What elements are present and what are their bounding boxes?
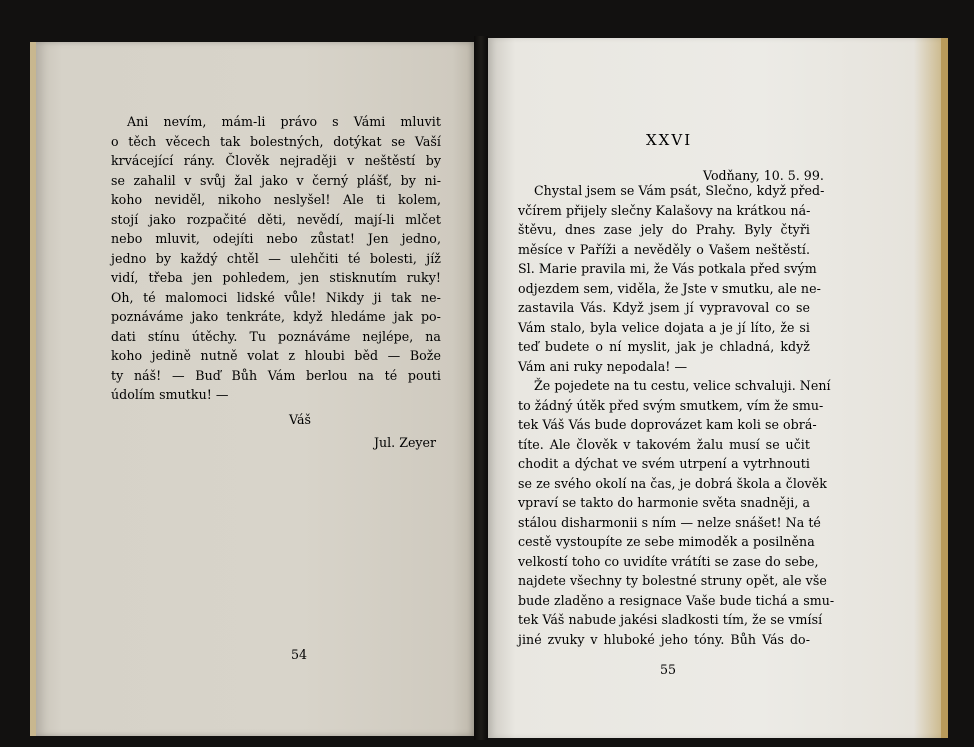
text-line: Že pojedete na tu cestu, velice schvaluji. Není — [534, 378, 831, 393]
letter-author: Jul. Zeyer — [374, 435, 436, 450]
text-line: Vám ani ruky nepodala! — — [518, 358, 688, 374]
page-number-left: 54 — [291, 647, 308, 662]
letter-signoff: Váš — [289, 412, 311, 427]
text-line: se zahalil v svůj žal jako v černý plášť, by ni- — [111, 172, 441, 188]
text-line: velkostí toho co uvidíte vrátíti se zase do sebe, — [518, 553, 819, 569]
text-line: jiné zvuky v hluboké jeho tóny. Bůh Vás do- — [518, 631, 810, 647]
text-line: najdete všechny ty bolestné struny opět, ale vše — [518, 573, 827, 588]
text-line: nebo mluvit, odejíti nebo zůstat! Jen jedno, — [111, 231, 441, 246]
text-line: koho jedině nutně volat z hloubi běd — Bože — [111, 348, 441, 363]
text-line: vidí, třeba jen pohledem, jen stisknutím ruky! — [111, 270, 441, 285]
text-line: Chystal jsem se Vám psát, Slečno, když před- — [534, 183, 825, 198]
text-line: teď budete o ní myslit, jak je chladná, když — [518, 339, 810, 354]
right-page-body — [518, 181, 835, 649]
letter-dateline: Vodňany, 10. 5. 99. — [703, 168, 824, 183]
text-line: se ze svého okolí na čas, je dobrá škola a člověk — [518, 475, 827, 491]
text-line: včírem přijely slečny Kalašovy na krátkou ná- — [518, 202, 811, 218]
left-page-body — [111, 112, 441, 405]
text-line: Sl. Marie pravila mi, že Vás potkala před svým — [518, 261, 817, 276]
text-line: to žádný útěk před svým smutkem, vím že smu- — [518, 397, 824, 413]
text-line: ty náš! — Buď Bůh Vám berlou na té pouti — [111, 367, 441, 383]
chapter-heading: XXVI — [646, 131, 693, 149]
text-line: jedno by každý chtěl — ulehčiti té bolesti, jíž — [111, 250, 441, 266]
book-gutter — [474, 36, 488, 740]
text-line: títe. Ale člověk v takovém žalu musí se učit — [518, 436, 810, 452]
text-line: štěvu, dnes zase jely do Prahy. Byly čtyři — [518, 222, 810, 237]
text-line: měsíce v Paříži a nevěděly o Vašem neštěstí. — [518, 241, 810, 257]
text-line: tek Váš nabude jakési sladkosti tím, že se vmísí — [518, 612, 823, 627]
text-line: Vám stalo, byla velice dojata a je jí líto, že si — [518, 319, 810, 335]
text-line: dati stínu útěchy. Tu poznáváme nejlépe, na — [111, 328, 441, 344]
text-line: stojí jako rozpačité děti, nevědí, mají-li mlčet — [111, 211, 441, 227]
text-line: bude zladěno a resignace Vaše bude tichá a smu- — [518, 592, 835, 608]
text-line: odjezdem sem, viděla, že Jste v smutku, ale ne- — [518, 280, 821, 296]
text-line: cestě vystoupíte ze sebe mimoděk a posilněna — [518, 534, 815, 549]
page-number-right: 55 — [660, 662, 677, 677]
text-line: o těch věcech tak bolestných, dotýkat se Vaší — [111, 133, 441, 149]
text-line: krvácející rány. Člověk nejraději v neštěstí by — [111, 153, 441, 168]
text-line: Ani nevím, mám-li právo s Vámi mluvit — [127, 114, 441, 129]
text-line: koho neviděl, nikoho neslyšel! Ale ti kolem, — [111, 192, 441, 207]
text-line: vpraví se takto do harmonie světa snadněji, a — [518, 495, 811, 510]
text-line: tek Váš Vás bude doprovázet kam koli se obrá- — [518, 417, 817, 432]
text-line: zastavila Vás. Když jsem jí vypravoval co se — [518, 300, 810, 315]
text-line: údolím smutku! — — [111, 387, 229, 402]
text-line: Oh, té malomoci lidské vůle! Nikdy ji tak ne- — [111, 289, 441, 305]
text-line: poznáváme jako tenkráte, když hledáme jak po- — [111, 309, 441, 324]
text-line: stálou disharmonii s ním — nelze snášet! Na té — [518, 514, 821, 530]
text-line: chodit a dýchat ve svém utrpení a vytrhnouti — [518, 456, 810, 471]
